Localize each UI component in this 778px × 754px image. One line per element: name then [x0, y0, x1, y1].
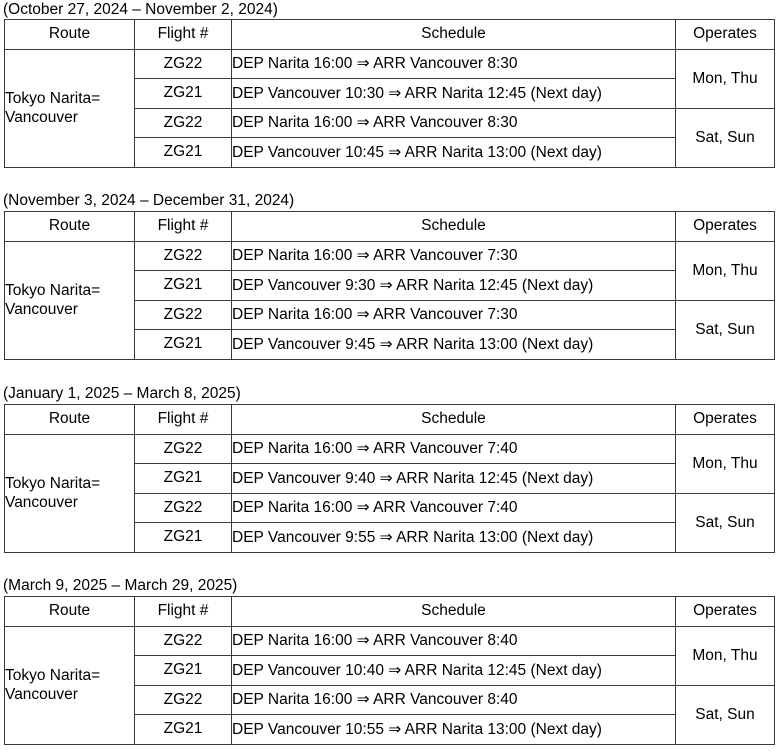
schedule-header: Schedule — [232, 20, 676, 50]
period-label: (March 9, 2025 – March 29, 2025) — [3, 577, 238, 594]
operates-days: Mon, Thu — [676, 49, 775, 108]
period-label: (November 3, 2024 – December 31, 2024) — [3, 192, 295, 209]
flight-number: ZG21 — [135, 79, 232, 109]
schedule-text: DEP Vancouver 9:45 ⇒ ARR Narita 13:00 (Next day) — [232, 330, 676, 360]
header-row — [5, 212, 775, 242]
flight-number: ZG22 — [135, 49, 232, 79]
flight-number: ZG21 — [135, 464, 232, 494]
operates-days: Mon, Thu — [676, 241, 775, 300]
table-row — [5, 626, 775, 656]
route-header: Route — [5, 20, 135, 50]
route-cell — [5, 626, 135, 744]
route-origin: Tokyo Narita= — [5, 667, 101, 684]
route-origin: Tokyo Narita= — [5, 475, 101, 492]
schedule-text: DEP Narita 16:00 ⇒ ARR Vancouver 8:40 — [232, 626, 676, 656]
operates-header: Operates — [676, 20, 775, 50]
schedule-header: Schedule — [232, 212, 676, 242]
schedule-text: DEP Vancouver 10:45 ⇒ ARR Narita 13:00 (Next day) — [232, 138, 676, 168]
schedule-text: DEP Vancouver 9:30 ⇒ ARR Narita 12:45 (Next day) — [232, 271, 676, 301]
flight-number: ZG21 — [135, 523, 232, 553]
route-destination: Vancouver — [5, 494, 78, 511]
operates-header: Operates — [676, 405, 775, 435]
operates-days: Sat, Sun — [676, 685, 775, 744]
route-cell — [5, 434, 135, 552]
schedule-text: DEP Narita 16:00 ⇒ ARR Vancouver 8:30 — [232, 108, 676, 138]
period-label: (October 27, 2024 – November 2, 2024) — [3, 1, 278, 18]
route-origin: Tokyo Narita= — [5, 282, 101, 299]
operates-days: Sat, Sun — [676, 300, 775, 359]
table-row — [5, 434, 775, 464]
schedule-text: DEP Vancouver 10:40 ⇒ ARR Narita 12:45 (Next day) — [232, 656, 676, 686]
flight-number: ZG22 — [135, 626, 232, 656]
schedule-text: DEP Narita 16:00 ⇒ ARR Vancouver 7:40 — [232, 493, 676, 523]
schedule-text: DEP Narita 16:00 ⇒ ARR Vancouver 7:30 — [232, 241, 676, 271]
schedule-text: DEP Vancouver 10:30 ⇒ ARR Narita 12:45 (Next day) — [232, 79, 676, 109]
schedule-text: DEP Vancouver 9:40 ⇒ ARR Narita 12:45 (Next day) — [232, 464, 676, 494]
operates-days: Mon, Thu — [676, 626, 775, 685]
flight-number: ZG22 — [135, 300, 232, 330]
flight-number: ZG22 — [135, 434, 232, 464]
route-cell — [5, 49, 135, 167]
route-origin: Tokyo Narita= — [5, 90, 101, 107]
flight-number: ZG21 — [135, 271, 232, 301]
schedule-text: DEP Vancouver 9:55 ⇒ ARR Narita 13:00 (Next day) — [232, 523, 676, 553]
flight-number: ZG21 — [135, 138, 232, 168]
route-destination: Vancouver — [5, 686, 78, 703]
header-row — [5, 597, 775, 627]
table-row — [5, 241, 775, 271]
route-destination: Vancouver — [5, 109, 78, 126]
schedule-table — [4, 596, 775, 745]
operates-days: Sat, Sun — [676, 493, 775, 552]
flight-header: Flight # — [135, 405, 232, 435]
header-row — [5, 20, 775, 50]
flight-number: ZG22 — [135, 685, 232, 715]
operates-header: Operates — [676, 597, 775, 627]
operates-days: Sat, Sun — [676, 108, 775, 167]
schedule-text: DEP Narita 16:00 ⇒ ARR Vancouver 7:40 — [232, 434, 676, 464]
route-header: Route — [5, 212, 135, 242]
operates-days: Mon, Thu — [676, 434, 775, 493]
flight-header: Flight # — [135, 212, 232, 242]
route-cell — [5, 241, 135, 359]
schedule-text: DEP Vancouver 10:55 ⇒ ARR Narita 13:00 (Next day) — [232, 715, 676, 745]
schedule-table — [4, 211, 775, 360]
table-row — [5, 49, 775, 79]
route-destination: Vancouver — [5, 301, 78, 318]
flight-number: ZG21 — [135, 330, 232, 360]
period-label: (January 1, 2025 – March 8, 2025) — [3, 385, 241, 402]
route-header: Route — [5, 597, 135, 627]
operates-header: Operates — [676, 212, 775, 242]
flight-number: ZG22 — [135, 108, 232, 138]
flight-number: ZG21 — [135, 656, 232, 686]
flight-header: Flight # — [135, 20, 232, 50]
header-row — [5, 405, 775, 435]
schedule-header: Schedule — [232, 597, 676, 627]
schedule-text: DEP Narita 16:00 ⇒ ARR Vancouver 7:30 — [232, 300, 676, 330]
route-header: Route — [5, 405, 135, 435]
schedule-text: DEP Narita 16:00 ⇒ ARR Vancouver 8:40 — [232, 685, 676, 715]
flight-number: ZG21 — [135, 715, 232, 745]
flight-number: ZG22 — [135, 493, 232, 523]
flight-header: Flight # — [135, 597, 232, 627]
schedule-text: DEP Narita 16:00 ⇒ ARR Vancouver 8:30 — [232, 49, 676, 79]
schedule-table — [4, 19, 775, 168]
schedule-table — [4, 404, 775, 553]
flight-number: ZG22 — [135, 241, 232, 271]
schedule-header: Schedule — [232, 405, 676, 435]
